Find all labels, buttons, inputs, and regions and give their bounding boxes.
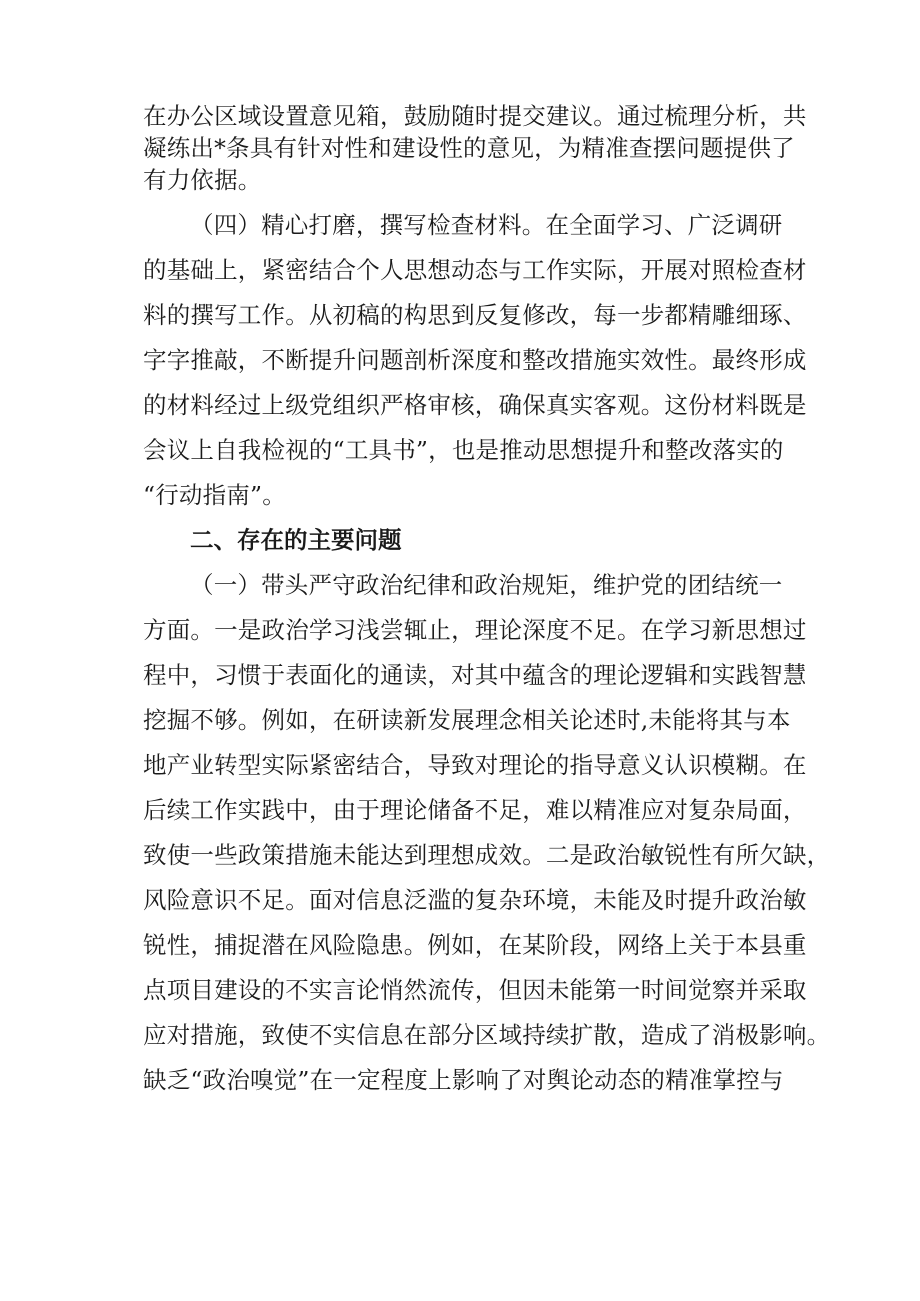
paragraph-line: 方面。一是政治学习浅尝辄止，理论深度不足。在学习新思想过 <box>143 616 807 644</box>
paragraph-line: 料的撰写工作。从初稿的构思到反复修改，每一步都精雕细琢、 <box>143 301 807 329</box>
paragraph-line: 的材料经过上级党组织严格审核，确保真实客观。这份材料既是 <box>143 391 807 419</box>
paragraph-line: 后续工作实践中，由于理论储备不足，难以精准应对复杂局面， <box>143 796 807 824</box>
paragraph-line: 风险意识不足。面对信息泛滥的复杂环境，未能及时提升政治敏 <box>143 886 807 914</box>
paragraph-line: 地产业转型实际紧密结合，导致对理论的指导意义认识模糊。在 <box>143 751 807 779</box>
paragraph-line: 点项目建设的不实言论悄然流传，但因未能第一时间觉察并采取 <box>143 976 807 1004</box>
paragraph-line: 应对措施，致使不实信息在部分区域持续扩散，造成了消极影响。 <box>143 1021 831 1049</box>
section-heading: 二、存在的主要问题 <box>190 526 402 554</box>
paragraph-line: 缺乏“政治嗅觉”在一定程度上影响了对舆论动态的精准掌控与 <box>143 1066 784 1094</box>
paragraph-line: 在办公区域设置意见箱，鼓励随时提交建议。通过梳理分析，共 <box>143 102 807 130</box>
paragraph-line: 挖掘不够。例如，在研读新发展理念相关论述时,未能将其与本 <box>143 706 791 734</box>
paragraph-line: 程中，习惯于表面化的通读，对其中蕴含的理论逻辑和实践智慧 <box>143 661 807 689</box>
paragraph-line: 致使一些政策措施未能达到理想成效。二是政治敏锐性有所欠缺， <box>143 841 831 869</box>
paragraph-line: 会议上自我检视的“工具书”，也是推动思想提升和整改落实的 <box>143 436 784 464</box>
paragraph-line: 字字推敲，不断提升问题剖析深度和整改措施实效性。最终形成 <box>143 346 807 374</box>
paragraph-line: 凝练出*条具有针对性和建设性的意见，为精准查摆问题提供了 <box>143 134 795 162</box>
paragraph-line: （四）精心打磨，撰写检查材料。在全面学习、广泛调研 <box>190 211 783 239</box>
paragraph-line: （一）带头严守政治纪律和政治规矩，维护党的团结统一 <box>190 571 783 599</box>
paragraph-line: 锐性，捕捉潜在风险隐患。例如，在某阶段，网络上关于本县重 <box>143 931 807 959</box>
paragraph-line: 有力依据。 <box>143 166 262 194</box>
paragraph-line: 的基础上，紧密结合个人思想动态与工作实际，开展对照检查材 <box>143 256 807 284</box>
paragraph-line: “行动指南”。 <box>143 481 286 509</box>
